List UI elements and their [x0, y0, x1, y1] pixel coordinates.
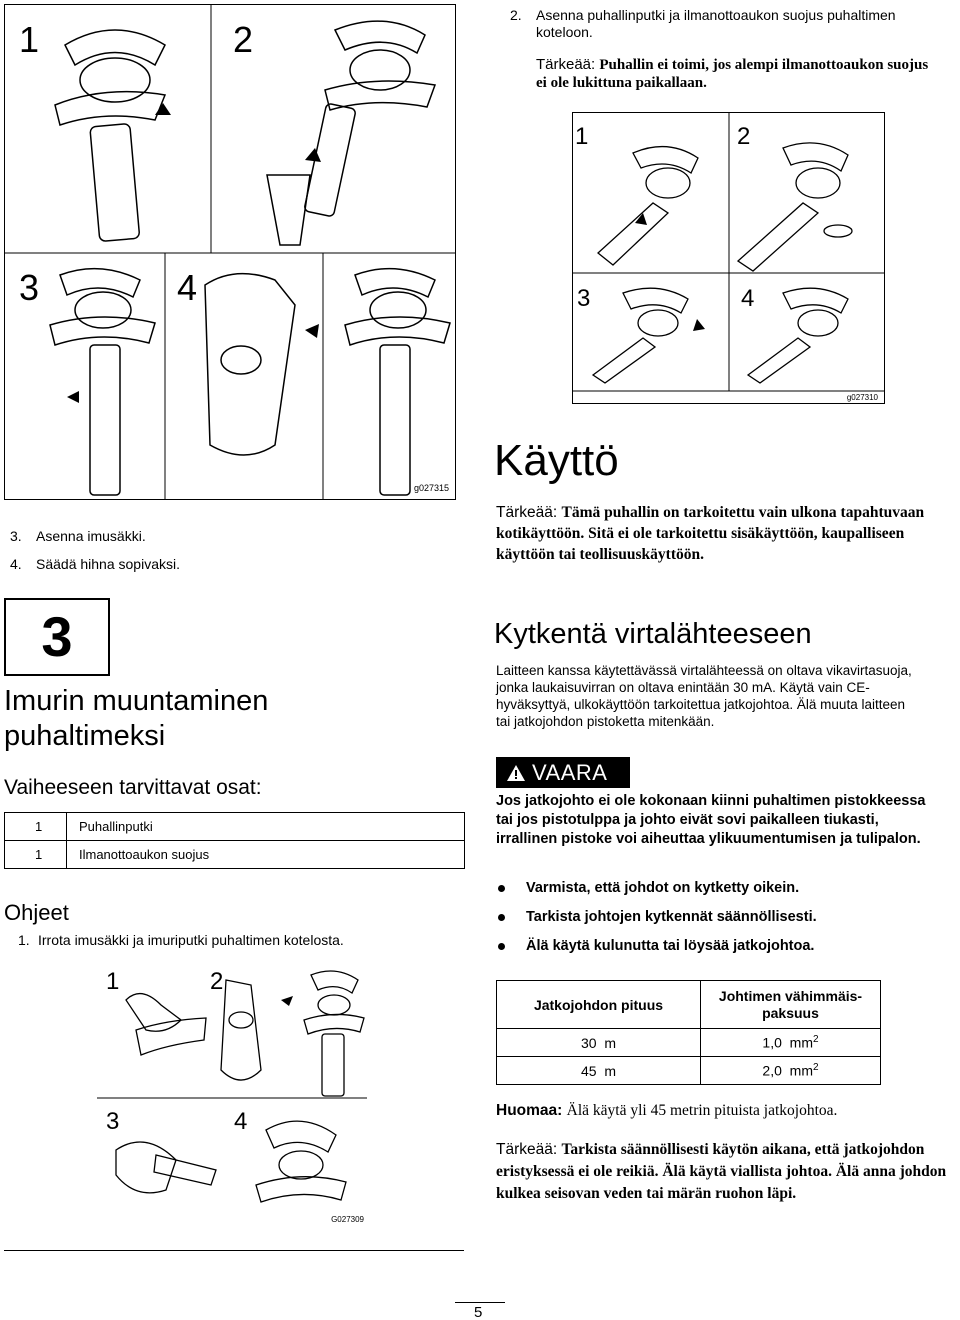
panel-number: 3 — [19, 267, 40, 308]
figure-remove-bag — [96, 960, 368, 1228]
panel-number: 2 — [737, 123, 751, 150]
step-1 — [18, 932, 344, 949]
figure-convert-steps — [4, 4, 456, 500]
figure-code: g027310 — [846, 393, 878, 402]
panel-number: 3 — [106, 1108, 120, 1135]
final-important — [496, 1139, 956, 1205]
part-qty: 1 — [5, 841, 67, 869]
section-number-box — [4, 598, 110, 676]
section-title-line: Imurin muuntaminen — [4, 685, 269, 717]
power-paragraph: Laitteen kanssa käytettävässä virtalähteessä on oltava vikavirtasuoja, jonka laukaisuvirran on oltava enintään 30 mA. Käytä vain CE-hyväksyttyä, ulkokäyttöön tarkoitettua jatkojohtoa. Älä muuta laitteen tai jatkojohdon pistoketta mitenkään. — [496, 663, 912, 729]
table-header-line: Johtimen vähimmäis- — [718, 987, 863, 1004]
step-4 — [10, 556, 180, 573]
important-text: Tämä puhallin on tarkoitettu vain ulkona tapahtuvaan kotikäyttöön. Sitä ei ole tarkoitettu sisäkäyttöön, kaupalliseen käyttöön tai teollisuuskäyttöön. — [496, 504, 925, 563]
step-3 — [10, 528, 146, 545]
step-number: 4. — [10, 556, 22, 572]
panel-number: 4 — [741, 285, 755, 312]
parts-table — [4, 812, 465, 869]
note-label: Huomaa: — [496, 1102, 563, 1119]
parts-heading: Vaiheeseen tarvittavat osat: — [4, 776, 262, 799]
power-heading: Kytkentä virtalähteeseen — [494, 618, 812, 650]
step-number: 3. — [10, 528, 22, 544]
step-number: 1. — [18, 932, 30, 948]
table-cell — [701, 1029, 881, 1057]
table-row — [497, 1057, 881, 1085]
figure-remove-bag-drawing — [96, 960, 368, 1228]
step-text: Asenna puhallinputki ja ilmanottoaukon suojus puhaltimen koteloon. — [536, 7, 896, 40]
important-label: Tärkeää: — [536, 56, 596, 73]
table-header: Jatkojohdon pituus — [497, 981, 701, 1029]
table-row — [497, 981, 881, 1029]
panel-number: 1 — [19, 19, 40, 60]
table-cell — [701, 1057, 881, 1085]
step-text: Säädä hihna sopivaksi. — [36, 556, 180, 572]
page-number: 5 — [474, 1304, 483, 1320]
figure-code: g027315 — [413, 483, 449, 493]
cell-superscript: 2 — [813, 1062, 819, 1074]
figure-blower-assembly-drawing — [573, 113, 885, 404]
cell-value: 1,0 mm — [762, 1034, 813, 1051]
cell-superscript: 2 — [813, 1034, 819, 1046]
page-number-rule — [455, 1302, 505, 1303]
table-cell: 45 m — [497, 1057, 701, 1085]
instructions-heading: Ohjeet — [4, 900, 69, 925]
warning-label: VAARA — [532, 759, 608, 785]
list-item: Älä käytä kulunutta tai löysää jatkojohtoa. — [496, 932, 936, 961]
important-note — [536, 56, 936, 92]
operation-important — [496, 502, 926, 565]
panel-number: 2 — [210, 968, 224, 995]
important-text: Puhallin ei toimi, jos alempi ilmanottoaukon suojus ei ole lukittuna paikallaan. — [536, 57, 929, 91]
list-item: Varmista, että johdot on kytketty oikein. — [496, 874, 936, 903]
important-label: Tärkeää: — [496, 1141, 558, 1158]
figure-convert-steps-drawing — [5, 5, 456, 500]
operation-heading: Käyttö — [494, 436, 619, 485]
panel-number: 2 — [233, 19, 254, 60]
section-number: 3 — [41, 605, 73, 668]
step-text: Irrota imusäkki ja imuriputki puhaltimen kotelosta. — [38, 932, 344, 948]
important-label: Tärkeää: — [496, 504, 558, 521]
important-text: Tarkista säännöllisesti käytön aikana, että jatkojohdon eristyksessä ei ole reikiä. Älä käytä viallista johtoa. Älä anna johdon kulkea seisovan veden tai märän ruohon läpi. — [496, 1141, 947, 1202]
part-name: Ilmanottoaukon suojus — [67, 841, 465, 869]
table-row — [5, 813, 465, 841]
panel-number: 3 — [577, 285, 591, 312]
section-title-line: puhaltimeksi — [4, 720, 166, 752]
warning-triangle-icon — [506, 764, 526, 782]
list-item: Tarkista johtojen kytkennät säännöllisesti. — [496, 903, 936, 932]
step-text: Asenna imusäkki. — [36, 528, 146, 544]
step-2 — [510, 7, 950, 41]
footer-rule — [4, 1250, 464, 1251]
cord-table — [496, 980, 881, 1085]
note-text: Älä käytä yli 45 metrin pituista jatkojohtoa. — [566, 1102, 838, 1119]
note — [496, 1102, 936, 1120]
table-header — [701, 981, 881, 1029]
table-row — [497, 1029, 881, 1057]
cell-value: 2,0 mm — [762, 1062, 813, 1079]
warning-badge — [496, 757, 630, 788]
table-cell: 30 m — [497, 1029, 701, 1057]
section-title — [4, 684, 268, 754]
part-name: Puhallinputki — [67, 813, 465, 841]
warning-bullets — [496, 874, 936, 961]
panel-number: 1 — [106, 968, 120, 995]
table-row — [5, 841, 465, 869]
figure-code: G027309 — [331, 1215, 364, 1224]
table-header-line: paksuus — [762, 1004, 819, 1021]
figure-blower-assembly — [572, 112, 885, 404]
panel-number: 4 — [234, 1108, 248, 1135]
panel-number: 1 — [575, 123, 589, 150]
warning-text: Jos jatkojohto ei ole kokonaan kiinni puhaltimen pistokkeessa tai jos pistotulppa ja johto eivät sovi paikalleen tiukasti, irrallinen pistoke voi aiheuttaa ylikuumentumisen ja tulipalon. — [496, 793, 926, 847]
panel-number: 4 — [177, 267, 198, 308]
part-qty: 1 — [5, 813, 67, 841]
step-number: 2. — [510, 7, 522, 23]
